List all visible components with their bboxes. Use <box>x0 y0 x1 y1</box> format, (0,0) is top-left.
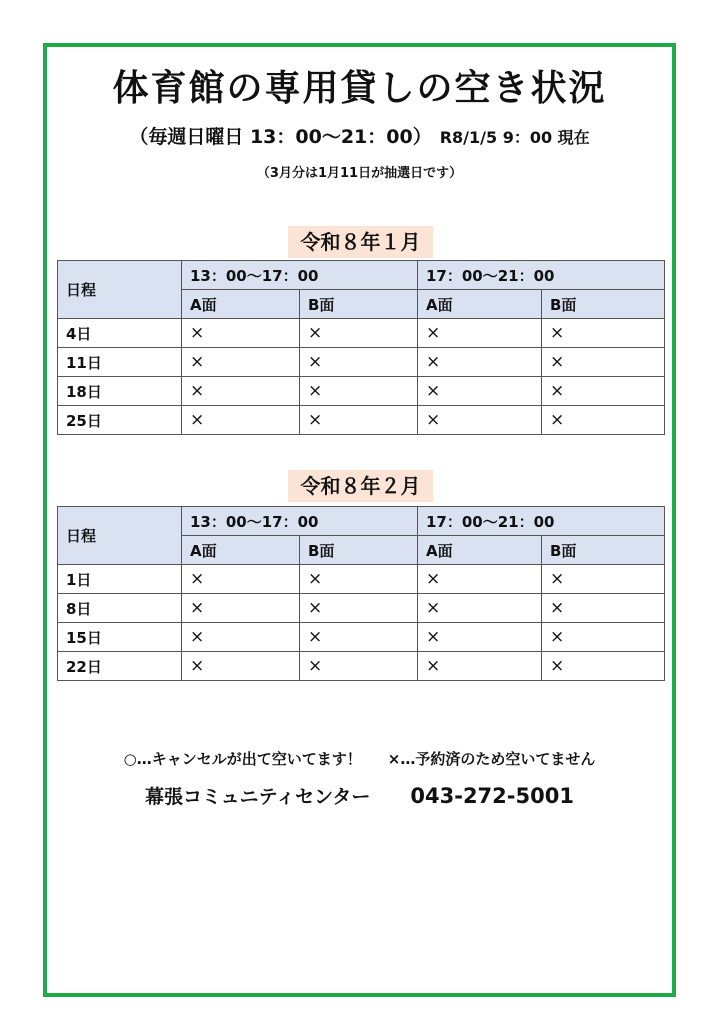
header-court-a: A面 <box>182 290 300 319</box>
header-schedule: 日程 <box>58 261 182 319</box>
subtitle <box>43 122 676 149</box>
availability-cell: × <box>182 348 300 377</box>
availability-cell: × <box>418 652 542 681</box>
schedule-table-january <box>57 260 665 435</box>
date-cell: 8日 <box>58 594 182 623</box>
availability-cell: × <box>542 319 665 348</box>
table-row <box>58 319 665 348</box>
availability-cell: × <box>300 348 418 377</box>
date-cell: 25日 <box>58 406 182 435</box>
header-court-a: A面 <box>418 536 542 565</box>
availability-cell: × <box>418 594 542 623</box>
availability-cell: × <box>418 406 542 435</box>
table-row <box>58 377 665 406</box>
availability-cell: × <box>542 623 665 652</box>
availability-cell: × <box>300 652 418 681</box>
table-row <box>58 652 665 681</box>
availability-cell: × <box>300 377 418 406</box>
as-of-timestamp: R8/1/5 9：00 現在 <box>439 128 590 147</box>
availability-cell: × <box>182 565 300 594</box>
availability-cell: × <box>418 377 542 406</box>
month-label-january: 令和８年１月 <box>288 226 433 258</box>
date-cell: 18日 <box>58 377 182 406</box>
header-slot-evening: 17：00～21：00 <box>418 507 665 536</box>
availability-cell: × <box>182 406 300 435</box>
availability-cell: × <box>182 652 300 681</box>
table-row <box>58 406 665 435</box>
header-slot-afternoon: 13：00～17：00 <box>182 507 418 536</box>
header-slot-evening: 17：00～21：00 <box>418 261 665 290</box>
availability-cell: × <box>542 348 665 377</box>
table-row <box>58 348 665 377</box>
phone-number: 043-272-5001 <box>410 784 574 808</box>
availability-cell: × <box>182 594 300 623</box>
date-cell: 1日 <box>58 565 182 594</box>
table-row <box>58 623 665 652</box>
availability-cell: × <box>418 565 542 594</box>
legend-available: ○…キャンセルが出て空いてます！ <box>123 750 362 768</box>
availability-cell: × <box>300 319 418 348</box>
table-header-row <box>58 507 665 536</box>
legend <box>43 748 676 769</box>
schedule-hours: （毎週日曜日 13：00～21：00） <box>129 126 432 148</box>
header-court-b: B面 <box>542 290 665 319</box>
header-court-b: B面 <box>300 290 418 319</box>
availability-cell: × <box>542 377 665 406</box>
header-schedule: 日程 <box>58 507 182 565</box>
availability-cell: × <box>182 377 300 406</box>
date-cell: 15日 <box>58 623 182 652</box>
availability-cell: × <box>418 623 542 652</box>
table-row <box>58 594 665 623</box>
availability-cell: × <box>300 623 418 652</box>
availability-cell: × <box>182 319 300 348</box>
availability-cell: × <box>418 348 542 377</box>
header-court-b: B面 <box>542 536 665 565</box>
header-court-a: A面 <box>418 290 542 319</box>
availability-cell: × <box>418 319 542 348</box>
availability-cell: × <box>300 565 418 594</box>
lottery-note: （3月分は1月11日が抽選日です） <box>256 166 463 181</box>
availability-cell: × <box>542 652 665 681</box>
availability-cell: × <box>542 406 665 435</box>
date-cell: 11日 <box>58 348 182 377</box>
schedule-table-february <box>57 506 665 681</box>
availability-cell: × <box>300 406 418 435</box>
page-title: 体育館の専用貸しの空き状況 <box>112 68 607 109</box>
contact-info <box>43 782 676 809</box>
month-label-february: 令和８年２月 <box>288 470 433 502</box>
header-slot-afternoon: 13：00～17：00 <box>182 261 418 290</box>
legend-booked: ×…予約済のため空いてません <box>387 750 596 768</box>
table-header-row <box>58 261 665 290</box>
date-cell: 22日 <box>58 652 182 681</box>
facility-name: 幕張コミュニティセンター <box>145 786 371 808</box>
availability-cell: × <box>300 594 418 623</box>
availability-cell: × <box>182 623 300 652</box>
availability-cell: × <box>542 565 665 594</box>
header-court-b: B面 <box>300 536 418 565</box>
table-row <box>58 565 665 594</box>
header-court-a: A面 <box>182 536 300 565</box>
date-cell: 4日 <box>58 319 182 348</box>
availability-cell: × <box>542 594 665 623</box>
